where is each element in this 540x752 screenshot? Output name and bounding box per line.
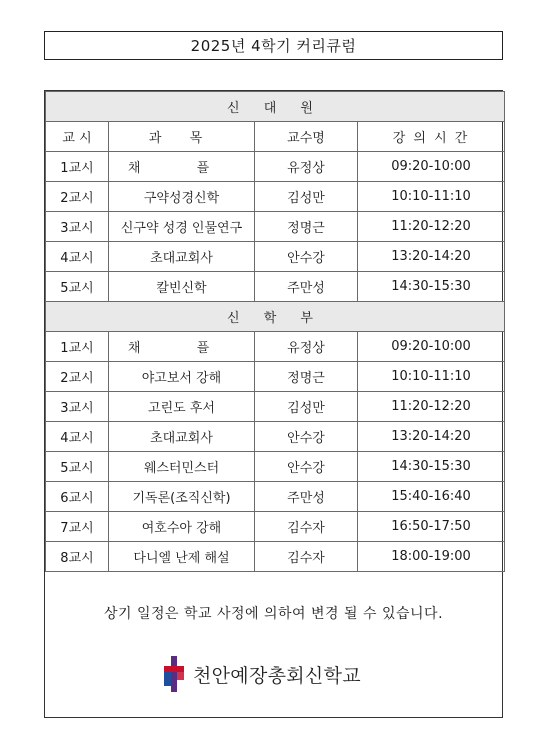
schedule-container [44,90,503,718]
professor-cell: 김성만 [255,392,358,422]
subject-cell: 채 플 [109,152,255,182]
page-title: 2025년 4학기 커리큐럼 [44,31,503,60]
table-row [46,362,505,392]
time-cell: 09:20-10:00 [358,152,505,182]
professor-cell: 안수강 [255,422,358,452]
professor-cell: 정명근 [255,362,358,392]
time-cell: 09:20-10:00 [358,332,505,362]
table-row [46,242,505,272]
time-cell: 15:40-16:40 [358,482,505,512]
period-cell: 5교시 [46,452,109,482]
time-cell: 14:30-15:30 [358,272,505,302]
professor-cell: 김수자 [255,512,358,542]
table-row [46,152,505,182]
subject-cell: 신구약 성경 인물연구 [109,212,255,242]
professor-cell: 김수자 [255,542,358,572]
time-header: 강 의 시 간 [358,122,505,152]
time-cell: 13:20-14:20 [358,242,505,272]
professor-cell: 유정상 [255,152,358,182]
professor-cell: 안수강 [255,242,358,272]
period-cell: 3교시 [46,212,109,242]
period-cell: 6교시 [46,482,109,512]
period-cell: 7교시 [46,512,109,542]
professor-cell: 안수강 [255,452,358,482]
time-cell: 11:20-12:20 [358,212,505,242]
subject-cell: 채 플 [109,332,255,362]
table-row [46,212,505,242]
subject-cell: 구약성경신학 [109,182,255,212]
table-row [46,542,505,572]
table-row [46,272,505,302]
table-row [46,452,505,482]
period-cell: 2교시 [46,362,109,392]
table-row [46,482,505,512]
subject-cell: 칼빈신학 [109,272,255,302]
school-emblem-icon [163,654,185,694]
subject-cell: 야고보서 강해 [109,362,255,392]
subject-cell: 여호수아 강해 [109,512,255,542]
section-title: 신 학 부 [46,302,505,332]
time-cell: 18:00-19:00 [358,542,505,572]
professor-cell: 유정상 [255,332,358,362]
time-cell: 11:20-12:20 [358,392,505,422]
subject-cell: 다니엘 난제 해설 [109,542,255,572]
time-cell: 14:30-15:30 [358,452,505,482]
section-header-undergraduate [46,302,505,332]
professor-cell: 김성만 [255,182,358,212]
professor-cell: 주만성 [255,482,358,512]
subject-cell: 기독론(조직신학) [109,482,255,512]
period-cell: 3교시 [46,392,109,422]
professor-cell: 주만성 [255,272,358,302]
subject-cell: 초대교회사 [109,422,255,452]
table-row [46,512,505,542]
section-header-graduate [46,92,505,122]
period-cell: 1교시 [46,152,109,182]
schedule-table [45,91,505,572]
time-cell: 16:50-17:50 [358,512,505,542]
table-row [46,422,505,452]
time-cell: 10:10-11:10 [358,362,505,392]
table-row [46,182,505,212]
professor-cell: 정명근 [255,212,358,242]
period-header: 교 시 [46,122,109,152]
subject-cell: 고린도 후서 [109,392,255,422]
school-name: 천안예장총회신학교 [193,664,361,687]
subject-cell: 초대교회사 [109,242,255,272]
period-cell: 5교시 [46,272,109,302]
time-cell: 13:20-14:20 [358,422,505,452]
period-cell: 4교시 [46,242,109,272]
time-cell: 10:10-11:10 [358,182,505,212]
school-logo [163,654,361,694]
section-title: 신 대 원 [46,92,505,122]
table-row [46,332,505,362]
subject-cell: 웨스터민스터 [109,452,255,482]
schedule-change-notice: 상기 일정은 학교 사정에 의하여 변경 될 수 있습니다. [103,606,444,622]
table-row [46,392,505,422]
professor-header: 교수명 [255,122,358,152]
period-cell: 1교시 [46,332,109,362]
period-cell: 8교시 [46,542,109,572]
subject-header: 과 목 [109,122,255,152]
period-cell: 4교시 [46,422,109,452]
period-cell: 2교시 [46,182,109,212]
column-header-row [46,122,505,152]
